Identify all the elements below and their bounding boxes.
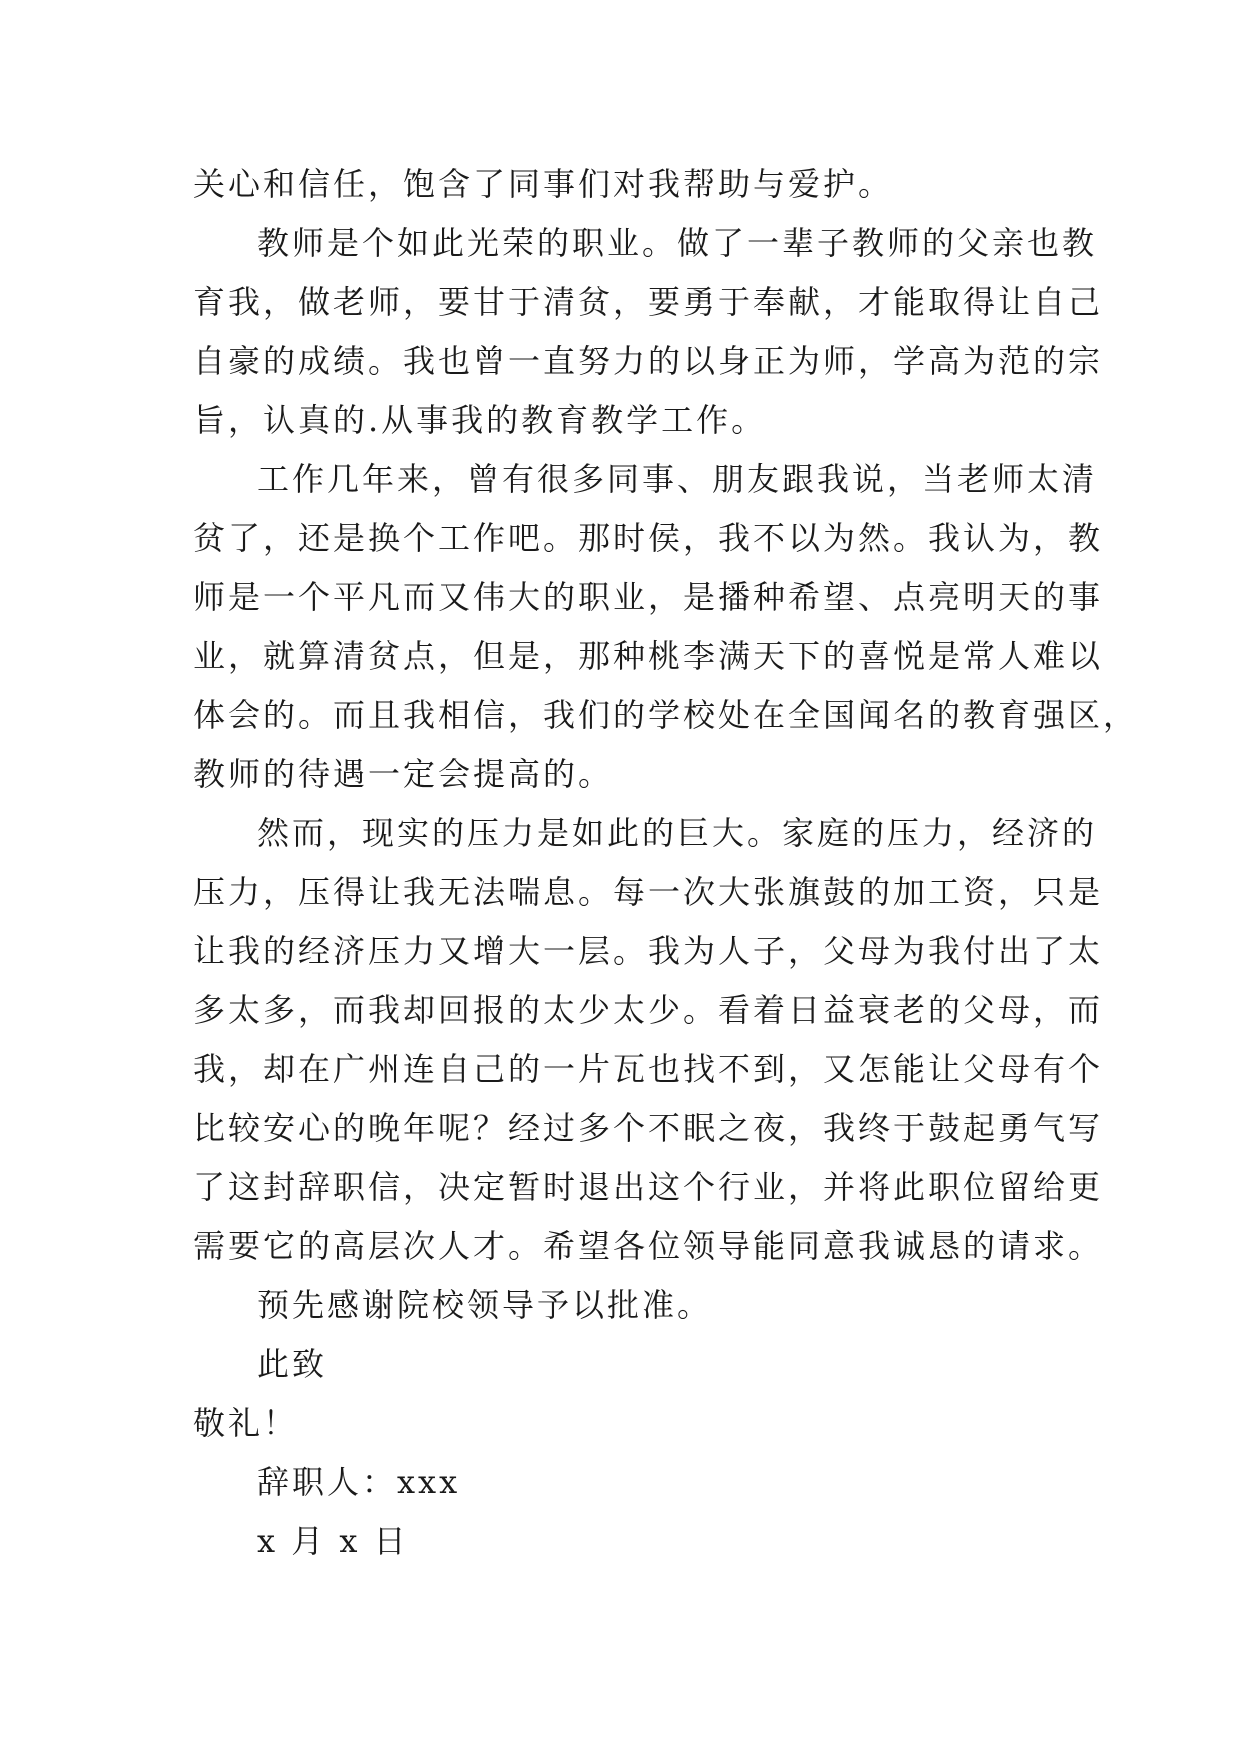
- letter-body: [193, 155, 1139, 1571]
- text-line: 体会的。而且我相信，我们的学校处在全国闻名的教育强区，: [193, 696, 1139, 734]
- text-line: 我，却在广州连自己的一片瓦也找不到，又怎能让父母有个: [193, 1050, 1104, 1088]
- text-line: 然而，现实的压力是如此的巨大。家庭的压力，经济的: [257, 814, 1098, 852]
- text-line: 业，就算清贫点，但是，那种桃李满天下的喜悦是常人难以: [193, 637, 1104, 675]
- text-line: 旨，认真的.从事我的教育教学工作。: [193, 401, 767, 439]
- signature-name: 辞职人：xxx: [257, 1463, 461, 1501]
- text-line: 贫了，还是换个工作吧。那时侯，我不以为然。我认为，教: [193, 519, 1104, 557]
- text-line: 工作几年来，曾有很多同事、朋友跟我说，当老师太清: [257, 460, 1098, 498]
- text-line: 比较安心的晚年呢？经过多个不眠之夜，我终于鼓起勇气写: [193, 1109, 1104, 1147]
- text-line: 让我的经济压力又增大一层。我为人子，父母为我付出了太: [193, 932, 1104, 970]
- salutation-jing-li: 敬礼！: [193, 1404, 299, 1442]
- text-line: 自豪的成绩。我也曾一直努力的以身正为师，学高为范的宗: [193, 342, 1104, 380]
- text-line: 师是一个平凡而又伟大的职业，是播种希望、点亮明天的事: [193, 578, 1104, 616]
- text-line: 教师的待遇一定会提高的。: [193, 755, 614, 793]
- text-line: 了这封辞职信，决定暂时退出这个行业，并将此职位留给更: [193, 1168, 1104, 1206]
- text-line: 育我，做老师，要甘于清贫，要勇于奉献，才能取得让自己: [193, 283, 1104, 321]
- signature-date: x 月 x 日: [257, 1522, 409, 1560]
- text-line: 教师是个如此光荣的职业。做了一辈子教师的父亲也教: [257, 224, 1098, 262]
- text-line: 压力，压得让我无法喘息。每一次大张旗鼓的加工资，只是: [193, 873, 1104, 911]
- closing-thanks: 预先感谢院校领导予以批准。: [257, 1286, 713, 1324]
- text-line: 需要它的高层次人才。希望各位领导能同意我诚恳的请求。: [193, 1227, 1104, 1265]
- text-line: 关心和信任，饱含了同事们对我帮助与爱护。: [193, 165, 894, 203]
- text-line: 多太多，而我却回报的太少太少。看着日益衰老的父母，而: [193, 991, 1104, 1029]
- salutation-ci-zhi: 此致: [257, 1345, 328, 1383]
